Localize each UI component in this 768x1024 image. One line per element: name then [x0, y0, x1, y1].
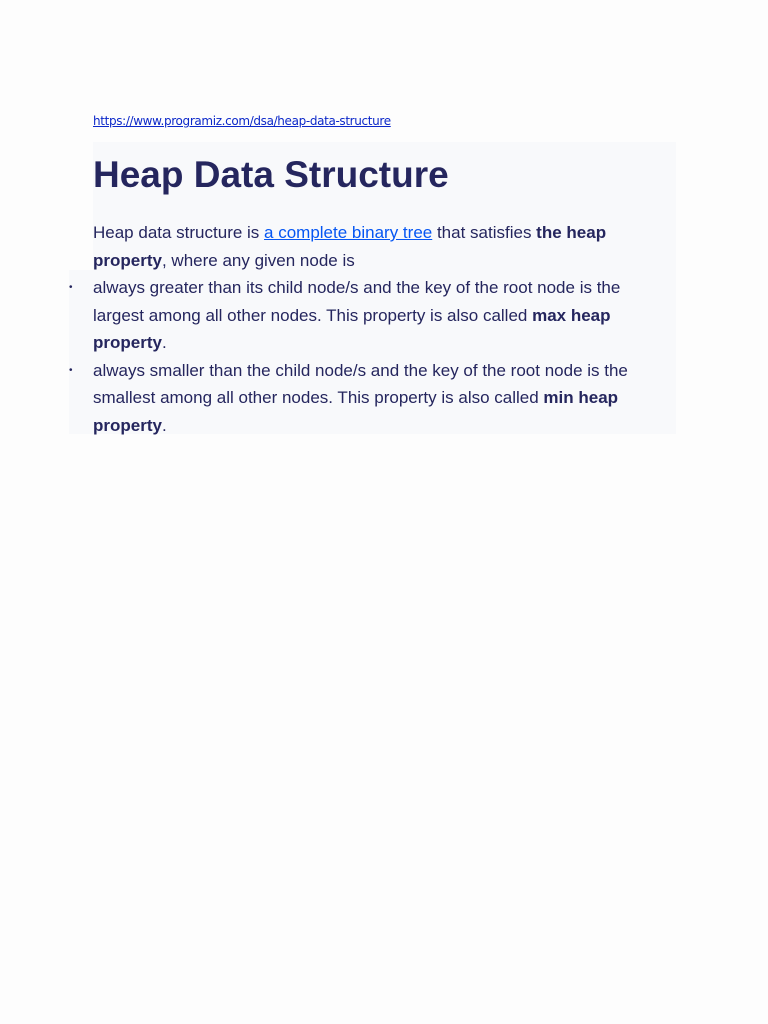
- intro-text: Heap data structure is: [93, 223, 265, 242]
- intro-paragraph: [93, 219, 653, 274]
- list-item-text: always smaller than the child node/s and the key of the root node is the smallest among all other nodes. This property is also called: [93, 360, 628, 407]
- bullet-icon: •: [69, 364, 73, 376]
- list-item-min-heap: [69, 357, 653, 440]
- list-item-end: .: [161, 415, 167, 435]
- list-item-max-heap: [69, 274, 653, 357]
- page-title: Heap Data Structure: [93, 154, 449, 195]
- max-heap-property-term: max heap property: [93, 305, 611, 352]
- heap-property-list: [69, 274, 653, 439]
- min-heap-property-term: min heap property: [93, 388, 619, 435]
- list-item-end: .: [161, 333, 167, 352]
- intro-text: that satisfies: [432, 223, 537, 242]
- source-url-link[interactable]: https://www.programiz.com/dsa/heap-data-structure: [93, 114, 391, 128]
- heap-property-term: the heap property: [93, 223, 607, 270]
- bullet-icon: •: [69, 282, 73, 293]
- complete-binary-tree-link[interactable]: a complete binary tree: [264, 223, 433, 242]
- intro-text: , where any given node is: [161, 250, 355, 270]
- list-item-text: always greater than its child node/s and the key of the root node is the largest among all other nodes. This property is also called: [93, 278, 621, 325]
